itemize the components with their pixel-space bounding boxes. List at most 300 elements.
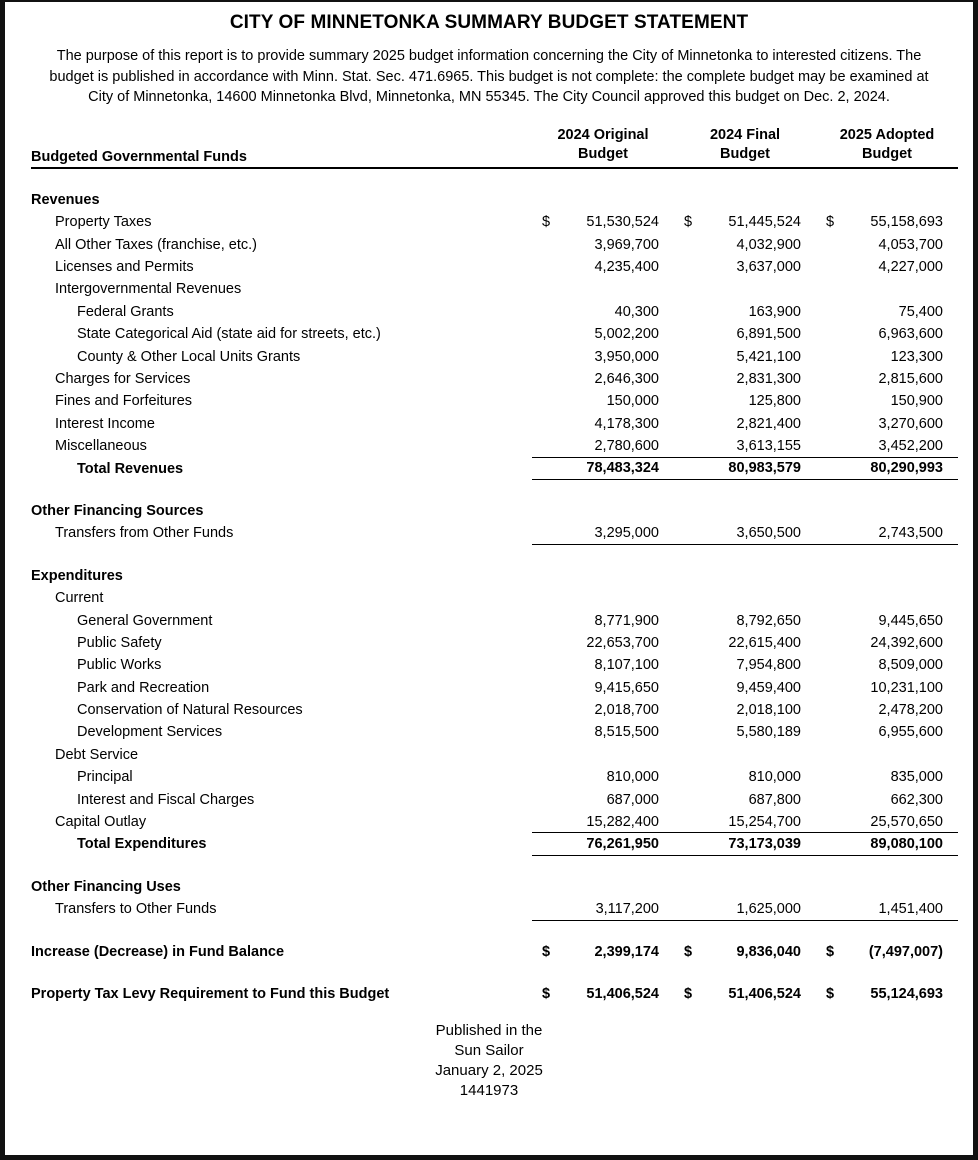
header-spacer [20, 108, 958, 126]
table-row [20, 323, 958, 345]
value: 835,000 [890, 769, 943, 786]
value-cell-2024-original [532, 898, 674, 920]
value-cell-2025-adopted [816, 368, 958, 390]
spacer-cell [20, 108, 532, 126]
value: 55,124,693 [870, 985, 943, 1002]
value: 4,032,900 [736, 236, 801, 253]
table-row [20, 278, 958, 300]
row-label-cell [20, 256, 532, 278]
value-cell-2024-final [674, 833, 816, 855]
column-header-line2: Budget [578, 146, 628, 163]
empty-cell [532, 189, 674, 211]
row-label-cell [20, 435, 532, 457]
empty-cell [816, 565, 958, 587]
table-row [20, 789, 958, 811]
value: 8,771,900 [594, 612, 659, 629]
value: 5,580,189 [736, 724, 801, 741]
value: 6,963,600 [878, 326, 943, 343]
currency-symbol: $ [542, 985, 551, 1002]
empty-cell [674, 876, 816, 898]
value-cell-2025-adopted [816, 766, 958, 788]
currency-symbol: $ [826, 214, 835, 231]
value-cell-2024-original [532, 458, 674, 480]
value-cell-2024-original [532, 234, 674, 256]
value-cell-2024-original [532, 677, 674, 699]
table-row [20, 368, 958, 390]
value: 9,415,650 [594, 679, 659, 696]
value: 810,000 [748, 769, 801, 786]
value: 25,570,650 [870, 813, 943, 830]
value: 2,831,300 [736, 370, 801, 387]
value: 40,300 [614, 303, 659, 320]
value: 51,406,524 [728, 985, 801, 1002]
row-label-cell [20, 301, 532, 323]
section-header-expenditures [20, 565, 958, 587]
table-row [20, 811, 958, 833]
value: 51,406,524 [586, 985, 659, 1002]
column-header-line1: 2024 Original [557, 126, 649, 143]
value: 123,300 [890, 348, 943, 365]
gap-cell [20, 169, 958, 189]
value-cell-2025-adopted [816, 323, 958, 345]
table-row [20, 522, 958, 544]
total-row-increase-decrease [20, 941, 958, 963]
purpose-paragraph: The purpose of this report is to provide summary 2025 budget information concerning the City of Minnetonka to interested citizens. The budget is published in accordance with Minn. Stat. Sec. 471.6965. This budget is not complete: the complete budget may be examined at City of Minnetonka, 14600 Minnetonka Blvd, Minnetonka, MN 55345. The City Council approved this budget on Dec. 2, 2024. [49, 48, 929, 106]
budget-table [20, 108, 958, 1006]
section-header-other-financing-sources [20, 500, 958, 522]
value: 3,650,500 [736, 524, 801, 541]
value-cell-2024-final [674, 256, 816, 278]
value: 73,173,039 [728, 835, 801, 852]
value: 51,530,524 [586, 214, 659, 231]
value: 125,800 [748, 393, 801, 410]
row-label: Transfers from Other Funds [55, 525, 234, 542]
table-column-header-row [20, 126, 958, 167]
value: 9,459,400 [736, 679, 801, 696]
row-label-cell [20, 323, 532, 345]
row-label: Public Safety [77, 634, 162, 651]
empty-cell [532, 565, 674, 587]
value-cell-2024-final [674, 789, 816, 811]
value-cell-2024-final [674, 811, 816, 833]
row-label: Public Works [77, 657, 162, 674]
gap-cell [20, 545, 958, 565]
value-cell-2024-final [674, 234, 816, 256]
row-label: Principal [77, 769, 133, 786]
value-cell-2024-final [674, 677, 816, 699]
row-label-cell [20, 368, 532, 390]
section-label-cell [20, 876, 532, 898]
value: 2,018,100 [736, 702, 801, 719]
value: 3,969,700 [594, 236, 659, 253]
value-cell-2024-final [674, 941, 816, 963]
value-cell-2025-adopted [816, 234, 958, 256]
value-cell-2024-original [532, 833, 674, 855]
value: 2,815,600 [878, 370, 943, 387]
value-cell-2024-original [532, 346, 674, 368]
subsection-title-current: Current [55, 590, 104, 607]
column-header-line1: 2024 Final [709, 126, 781, 143]
value-cell-2025-adopted [816, 458, 958, 480]
value-cell-2025-adopted [816, 721, 958, 743]
value: 8,792,650 [736, 612, 801, 629]
section-label-cell [20, 189, 532, 211]
row-label: Development Services [77, 724, 223, 741]
column-header-2025-adopted [816, 126, 958, 167]
value-cell-2024-final [674, 458, 816, 480]
spacer-cell [674, 108, 816, 126]
value-cell-2024-original [532, 632, 674, 654]
row-label: Charges for Services [55, 370, 191, 387]
value-cell-2024-original [532, 323, 674, 345]
row-label-cell [20, 610, 532, 632]
value: 2,399,174 [594, 943, 659, 960]
value: 2,478,200 [878, 702, 943, 719]
value-cell-2024-original [532, 368, 674, 390]
row-label: Total Expenditures [77, 836, 207, 853]
row-label: Park and Recreation [77, 679, 210, 696]
row-label-cell [20, 677, 532, 699]
table-row [20, 346, 958, 368]
row-label: Interest and Fiscal Charges [77, 791, 255, 808]
row-label: Conservation of Natural Resources [77, 702, 303, 719]
value-cell-2024-final [674, 413, 816, 435]
section-header-other-financing-uses [20, 876, 958, 898]
value: 80,983,579 [728, 460, 801, 477]
empty-cell [532, 744, 674, 766]
column-header-line1: 2025 Adopted [839, 126, 935, 143]
value-cell-2024-final [674, 522, 816, 544]
gap-cell [20, 963, 958, 983]
value: 150,000 [606, 393, 659, 410]
value-cell-2025-adopted [816, 346, 958, 368]
empty-cell [532, 876, 674, 898]
section-header-revenues [20, 189, 958, 211]
section-gap [20, 921, 958, 941]
value: 687,000 [606, 791, 659, 808]
value-cell-2024-final [674, 699, 816, 721]
row-label: State Categorical Aid (state aid for streets, etc.) [77, 326, 381, 343]
empty-cell [674, 587, 816, 609]
section-gap [20, 856, 958, 876]
value-cell-2024-final [674, 632, 816, 654]
value: 2,018,700 [594, 702, 659, 719]
row-label-cell [20, 833, 532, 855]
currency-symbol: $ [542, 214, 551, 231]
value-cell-2024-original [532, 211, 674, 233]
total-row-revenues [20, 458, 958, 480]
value-cell-2024-original [532, 983, 674, 1005]
value: 9,836,040 [736, 943, 801, 960]
row-label: Federal Grants [77, 303, 174, 320]
row-label-cell [20, 654, 532, 676]
empty-cell [674, 565, 816, 587]
section-gap [20, 963, 958, 983]
empty-cell [532, 587, 674, 609]
value: 24,392,600 [870, 634, 943, 651]
empty-cell [816, 744, 958, 766]
value: 51,445,524 [728, 214, 801, 231]
gap-cell [20, 856, 958, 876]
value: 3,613,155 [736, 437, 801, 454]
row-label-cell [20, 522, 532, 544]
value: 78,483,324 [586, 460, 659, 477]
column-header-2024-original [532, 126, 674, 167]
value-cell-2025-adopted [816, 699, 958, 721]
column-header-line2: Budget [862, 146, 912, 163]
value: 10,231,100 [870, 679, 943, 696]
value: 22,653,700 [586, 634, 659, 651]
row-label-cell [20, 278, 532, 300]
value: 8,509,000 [878, 657, 943, 674]
row-label-cell [20, 941, 532, 963]
footer-line-notice-number: 1441973 [459, 1082, 519, 1100]
value: 4,178,300 [594, 415, 659, 432]
value-cell-2024-final [674, 983, 816, 1005]
value: 163,900 [748, 303, 801, 320]
table-row [20, 766, 958, 788]
publication-footer [20, 1021, 958, 1101]
value: 22,615,400 [728, 634, 801, 651]
row-label-cell [20, 346, 532, 368]
empty-cell [674, 189, 816, 211]
section-title-other-financing-sources: Other Financing Sources [31, 502, 204, 519]
row-label-cell [20, 766, 532, 788]
value-cell-2024-original [532, 256, 674, 278]
value-cell-2025-adopted [816, 211, 958, 233]
spacer-cell [816, 108, 958, 126]
value-cell-2024-final [674, 654, 816, 676]
section-title-revenues: Revenues [31, 191, 100, 208]
section-gap [20, 480, 958, 500]
row-label: General Government [77, 612, 213, 629]
subsection-title-debt-service: Debt Service [55, 746, 139, 763]
value: 6,891,500 [736, 326, 801, 343]
column-header-2024-final [674, 126, 816, 167]
value: 2,780,600 [594, 437, 659, 454]
table-row [20, 234, 958, 256]
value-cell-2025-adopted [816, 278, 958, 300]
empty-cell [816, 500, 958, 522]
value: 810,000 [606, 769, 659, 786]
value-cell-2024-original [532, 699, 674, 721]
row-label: Transfers to Other Funds [55, 901, 217, 918]
currency-symbol: $ [684, 985, 693, 1002]
empty-cell [816, 189, 958, 211]
table-row [20, 256, 958, 278]
value-cell-2024-original [532, 766, 674, 788]
row-label: Miscellaneous [55, 438, 147, 455]
value: 687,800 [748, 791, 801, 808]
table-row [20, 721, 958, 743]
value-cell-2024-final [674, 390, 816, 412]
row-label: County & Other Local Units Grants [77, 348, 301, 365]
value: (7,497,007) [868, 943, 943, 960]
row-label-cell [20, 789, 532, 811]
section-gap [20, 545, 958, 565]
row-label-cell [20, 699, 532, 721]
row-label: Fines and Forfeitures [55, 393, 193, 410]
value: 75,400 [898, 303, 943, 320]
value-cell-2025-adopted [816, 677, 958, 699]
row-label: Total Revenues [77, 460, 184, 477]
row-label-header: Budgeted Governmental Funds [31, 148, 247, 165]
row-label-cell [20, 983, 532, 1005]
empty-cell [816, 876, 958, 898]
value-cell-2025-adopted [816, 256, 958, 278]
empty-cell [674, 744, 816, 766]
row-label-cell [20, 211, 532, 233]
value-cell-2024-original [532, 610, 674, 632]
value: 9,445,650 [878, 612, 943, 629]
gap-cell [20, 921, 958, 941]
table-row [20, 654, 958, 676]
row-label: Licenses and Permits [55, 259, 194, 276]
value: 1,625,000 [736, 900, 801, 917]
value: 3,452,200 [878, 437, 943, 454]
value-cell-2024-original [532, 390, 674, 412]
value: 2,743,500 [878, 524, 943, 541]
value-cell-2025-adopted [816, 941, 958, 963]
value-cell-2025-adopted [816, 833, 958, 855]
value: 4,227,000 [878, 259, 943, 276]
value-cell-2024-original [532, 301, 674, 323]
value: 8,107,100 [594, 657, 659, 674]
footer-line-published: Published in the [435, 1022, 543, 1040]
table-row [20, 301, 958, 323]
value: 7,954,800 [736, 657, 801, 674]
table-row [20, 610, 958, 632]
value: 3,637,000 [736, 259, 801, 276]
value-cell-2024-original [532, 941, 674, 963]
row-label-cell [20, 721, 532, 743]
section-label-cell [20, 565, 532, 587]
value-cell-2025-adopted [816, 390, 958, 412]
value-cell-2025-adopted [816, 983, 958, 1005]
value: 6,955,600 [878, 724, 943, 741]
empty-cell [816, 587, 958, 609]
section-title-expenditures: Expenditures [31, 567, 123, 584]
table-row [20, 677, 958, 699]
value: 15,282,400 [586, 813, 659, 830]
subsection-header-debt-service [20, 744, 958, 766]
value-cell-2024-final [674, 301, 816, 323]
table-row [20, 435, 958, 457]
value: 76,261,950 [586, 835, 659, 852]
row-label: Property Taxes [55, 214, 152, 231]
value: 662,300 [890, 791, 943, 808]
row-label-cell [20, 413, 532, 435]
row-label: Interest Income [55, 415, 155, 432]
currency-symbol: $ [684, 943, 693, 960]
value-cell-2025-adopted [816, 610, 958, 632]
page-title: CITY OF MINNETONKA SUMMARY BUDGET STATEMENT [229, 12, 749, 33]
footer-line-publication-name: Sun Sailor [454, 1042, 524, 1060]
value-cell-2025-adopted [816, 413, 958, 435]
currency-symbol: $ [826, 985, 835, 1002]
value: 80,290,993 [870, 460, 943, 477]
value-cell-2024-original [532, 789, 674, 811]
value: 150,900 [890, 393, 943, 410]
value-cell-2024-final [674, 610, 816, 632]
value: 89,080,100 [870, 835, 943, 852]
currency-symbol: $ [542, 943, 551, 960]
row-label-cell [20, 898, 532, 920]
value-cell-2025-adopted [816, 811, 958, 833]
table-row [20, 390, 958, 412]
total-row-property-tax-levy [20, 983, 958, 1005]
table-row [20, 413, 958, 435]
row-label: Property Tax Levy Requirement to Fund this Budget [31, 985, 390, 1002]
empty-cell [532, 500, 674, 522]
value: 5,421,100 [736, 348, 801, 365]
value-cell-2024-final [674, 766, 816, 788]
subsection-header-current [20, 587, 958, 609]
value: 8,515,500 [594, 724, 659, 741]
table-row [20, 211, 958, 233]
row-label: Intergovernmental Revenues [55, 281, 242, 298]
value: 3,117,200 [595, 900, 659, 917]
value-cell-2024-final [674, 211, 816, 233]
section-label-cell [20, 500, 532, 522]
column-header-line2: Budget [720, 146, 770, 163]
value-cell-2025-adopted [816, 898, 958, 920]
value: 5,002,200 [594, 326, 659, 343]
value-cell-2024-final [674, 278, 816, 300]
row-label-cell [20, 811, 532, 833]
value: 15,254,700 [728, 813, 801, 830]
section-title-other-financing-uses: Other Financing Uses [31, 878, 181, 895]
footer-line-publication-date: January 2, 2025 [435, 1062, 543, 1080]
row-label-cell [20, 390, 532, 412]
value-cell-2025-adopted [816, 654, 958, 676]
value-cell-2024-original [532, 522, 674, 544]
total-row-expenditures [20, 833, 958, 855]
empty-cell [674, 500, 816, 522]
row-label: Capital Outlay [55, 814, 147, 831]
row-label: All Other Taxes (franchise, etc.) [55, 236, 258, 253]
value-cell-2024-final [674, 898, 816, 920]
value-cell-2024-final [674, 368, 816, 390]
value: 3,270,600 [878, 415, 943, 432]
row-label-cell [20, 458, 532, 480]
value: 4,235,400 [594, 259, 659, 276]
table-row [20, 632, 958, 654]
value: 3,950,000 [594, 348, 659, 365]
value-cell-2024-original [532, 413, 674, 435]
value-cell-2024-original [532, 654, 674, 676]
row-label-cell [20, 234, 532, 256]
value-cell-2024-original [532, 721, 674, 743]
page-inner [5, 12, 973, 1101]
currency-symbol: $ [684, 214, 693, 231]
value-cell-2025-adopted [816, 435, 958, 457]
value-cell-2025-adopted [816, 789, 958, 811]
value: 1,451,400 [878, 900, 943, 917]
subsection-label-cell [20, 587, 532, 609]
spacer-cell [532, 108, 674, 126]
value-cell-2025-adopted [816, 632, 958, 654]
subsection-label-cell [20, 744, 532, 766]
row-label-cell [20, 632, 532, 654]
value-cell-2024-original [532, 278, 674, 300]
table-row [20, 898, 958, 920]
table-row [20, 699, 958, 721]
gap-cell [20, 480, 958, 500]
value-cell-2025-adopted [816, 522, 958, 544]
value: 3,295,000 [594, 524, 659, 541]
currency-symbol: $ [826, 943, 835, 960]
